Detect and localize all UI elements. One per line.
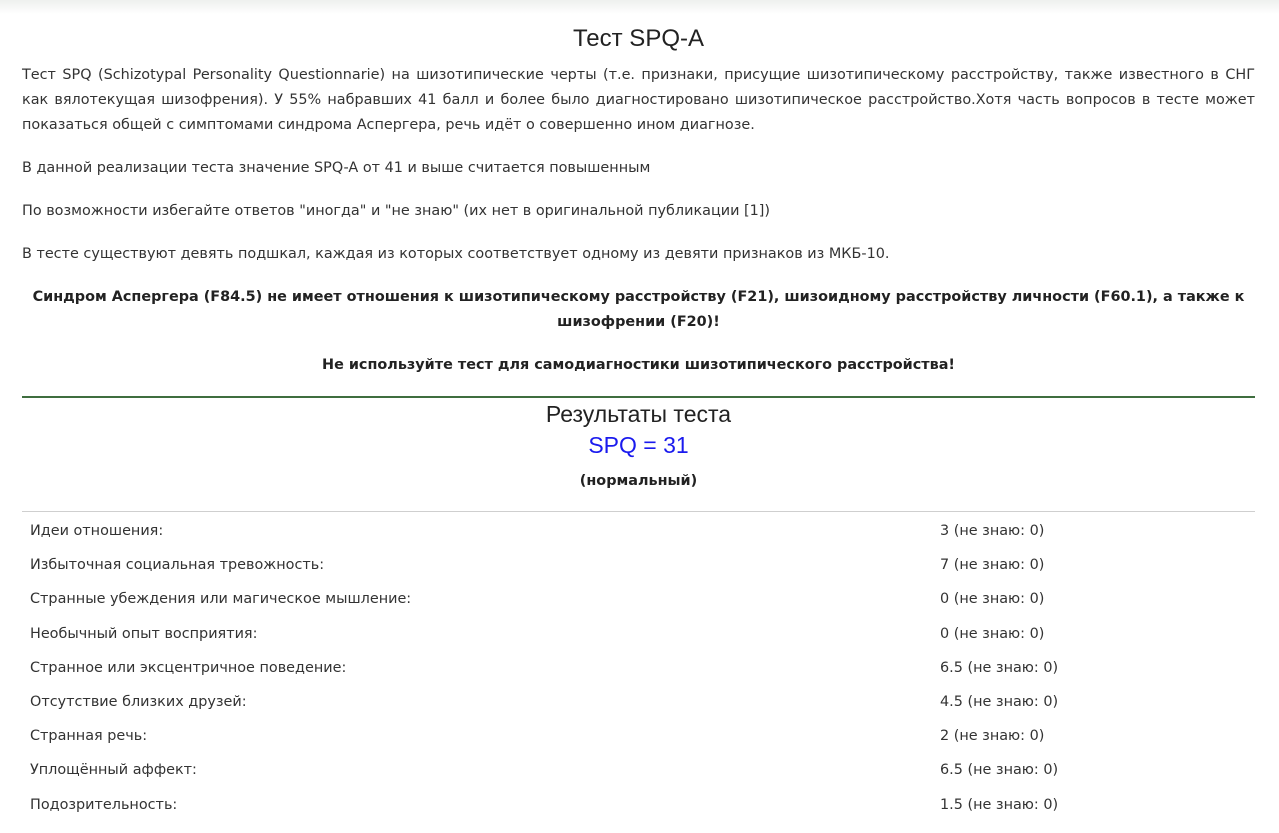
subscale-value: 2 (не знаю: 0) bbox=[940, 728, 1045, 745]
subscale-label: Странные убеждения или магическое мышление: bbox=[30, 591, 412, 608]
table-row bbox=[22, 684, 1255, 718]
subscale-label: Странное или эксцентричное поведение: bbox=[30, 659, 347, 676]
results-title: Результаты теста bbox=[545, 401, 732, 427]
subscale-label: Странная речь: bbox=[30, 728, 148, 745]
section-divider bbox=[22, 396, 1255, 398]
subscale-value: 6.5 (не знаю: 0) bbox=[940, 762, 1059, 779]
subscale-label: Необычный опыт восприятия: bbox=[30, 625, 258, 642]
subscale-value: 4.5 (не знаю: 0) bbox=[940, 693, 1059, 710]
results-score: SPQ = 31 bbox=[588, 432, 689, 458]
intro-paragraph: Тест SPQ (Schizotypal Personality Questionnarie) на шизотипические черты (т.е. признаки, присущие шизотипическому расстройству, также известного в СНГ как вялотекущая шизофрения). У 55% набравших 41 балл и более было диагностировано шизотипическое расстройство.Хотя часть вопросов в тесте может показаться общей с симптомами синдрома Аспергера, речь идёт о совершенно ином диагнозе. bbox=[22, 67, 1255, 133]
self-diagnosis-warning: Не используйте тест для самодиагностики шизотипического расстройства! bbox=[322, 357, 955, 373]
answers-note: По возможности избегайте ответов "иногда" и "не знаю" (их нет в оригинальной публикации [1]) bbox=[22, 203, 771, 219]
asperger-warning: Синдром Аспергера (F84.5) не имеет отношения к шизотипическому расстройству (F21), шизоидному расстройству личности (F60.1), а также к шизофрении (F20)! bbox=[32, 289, 1245, 330]
table-row bbox=[22, 752, 1255, 786]
table-row bbox=[22, 547, 1255, 581]
subscale-value: 0 (не знаю: 0) bbox=[940, 625, 1045, 642]
table-row bbox=[22, 787, 1255, 821]
subscale-label: Отсутствие близких друзей: bbox=[30, 693, 247, 710]
subscale-value: 1.5 (не знаю: 0) bbox=[940, 796, 1059, 813]
results-table bbox=[22, 513, 1255, 821]
top-shade bbox=[0, 0, 1279, 14]
threshold-note: В данной реализации теста значение SPQ-A от 41 и выше считается повышенным bbox=[22, 160, 651, 176]
subscale-value: 0 (не знаю: 0) bbox=[940, 591, 1045, 608]
table-row bbox=[22, 718, 1255, 752]
subscale-label: Уплощённый аффект: bbox=[30, 762, 197, 779]
results-level: (нормальный) bbox=[579, 473, 698, 489]
table-row bbox=[22, 513, 1255, 547]
subscale-value: 6.5 (не знаю: 0) bbox=[940, 659, 1059, 676]
table-row bbox=[22, 650, 1255, 684]
subscale-value: 7 (не знаю: 0) bbox=[940, 557, 1045, 574]
subscale-label: Подозрительность: bbox=[30, 796, 178, 813]
results-table-rule bbox=[22, 511, 1255, 512]
subscales-note: В тесте существуют девять подшкал, каждая из которых соответствует одному из девяти признаков из МКБ-10. bbox=[22, 246, 890, 262]
page-title: Тест SPQ-A bbox=[572, 25, 704, 52]
table-row bbox=[22, 581, 1255, 615]
subscale-value: 3 (не знаю: 0) bbox=[940, 523, 1045, 539]
subscale-label: Избыточная социальная тревожность: bbox=[30, 557, 325, 574]
table-row bbox=[22, 616, 1255, 650]
subscale-label: Идеи отношения: bbox=[30, 523, 164, 539]
